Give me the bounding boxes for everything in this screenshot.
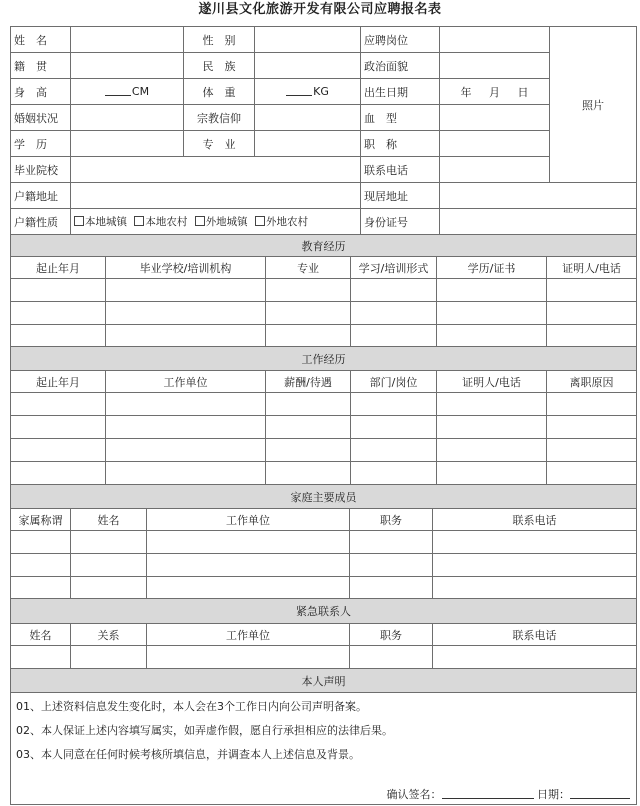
column-header: 工作单位 [147, 624, 350, 646]
table-cell[interactable] [71, 531, 147, 554]
table-cell[interactable] [351, 325, 437, 347]
id-number-label: 身份证号 [361, 209, 440, 235]
major-field[interactable] [255, 131, 361, 157]
blood-type-label: 血 型 [361, 105, 440, 131]
emergency-table [10, 598, 637, 669]
table-row [11, 325, 637, 347]
table-row [11, 279, 637, 302]
table-cell[interactable] [437, 439, 547, 462]
current-address-label: 现居地址 [361, 183, 440, 209]
table-row [11, 531, 637, 554]
table-row [11, 439, 637, 462]
column-header: 专业 [266, 257, 351, 279]
table-cell[interactable] [147, 531, 350, 554]
name-label: 姓 名 [11, 27, 71, 53]
weight-label: 体 重 [184, 79, 255, 105]
table-cell[interactable] [351, 302, 437, 325]
declaration-body [11, 693, 637, 805]
hukou-option-nonlocal-urban[interactable]: 外地城镇 [195, 216, 248, 228]
table-cell[interactable] [351, 439, 437, 462]
family-table [10, 484, 637, 599]
marital-status-label: 婚姻状况 [11, 105, 71, 131]
column-header: 工作单位 [147, 509, 350, 531]
column-header: 家属称谓 [11, 509, 71, 531]
column-header: 学习/培训形式 [351, 257, 437, 279]
height-unit: CM [131, 85, 150, 98]
weight-field[interactable] [255, 79, 361, 105]
declaration-line-1: 01、上述资料信息发生变化时，本人会在3个工作日内向公司声明备案。 [16, 700, 367, 713]
blood-type-field[interactable] [440, 105, 550, 131]
work-heading: 工作经历 [11, 347, 637, 371]
table-cell[interactable] [433, 554, 637, 577]
table-cell[interactable] [11, 325, 106, 347]
column-header: 离职原因 [547, 371, 637, 393]
column-header: 证明人/电话 [437, 371, 547, 393]
religion-field[interactable] [255, 105, 361, 131]
table-row [11, 462, 637, 485]
table-cell[interactable] [350, 577, 433, 599]
table-cell[interactable] [11, 462, 106, 485]
table-cell[interactable] [106, 279, 266, 302]
height-label: 身 高 [11, 79, 71, 105]
ethnicity-field[interactable] [255, 53, 361, 79]
table-cell[interactable] [266, 439, 351, 462]
table-cell[interactable] [547, 279, 637, 302]
gender-field[interactable] [255, 27, 361, 53]
table-row [11, 302, 637, 325]
table-cell[interactable] [106, 439, 266, 462]
table-cell[interactable] [547, 393, 637, 416]
education-level-field[interactable] [71, 131, 184, 157]
table-cell[interactable] [11, 279, 106, 302]
table-cell[interactable] [266, 325, 351, 347]
table-row [11, 646, 637, 669]
table-cell[interactable] [433, 577, 637, 599]
table-cell[interactable] [106, 393, 266, 416]
hukou-address-field[interactable] [71, 183, 361, 209]
table-cell[interactable] [350, 646, 433, 669]
table-cell[interactable] [351, 279, 437, 302]
weight-blank[interactable] [286, 85, 312, 96]
table-cell[interactable] [266, 462, 351, 485]
phone-label: 联系电话 [361, 157, 440, 183]
column-header: 工作单位 [106, 371, 266, 393]
date-label: 日期： [537, 788, 570, 801]
table-cell[interactable] [11, 393, 106, 416]
hukou-type-label: 户籍性质 [11, 209, 71, 235]
hukou-type-options [71, 209, 361, 235]
table-cell[interactable] [106, 462, 266, 485]
declaration-table [10, 668, 637, 805]
gender-label: 性 别 [184, 27, 255, 53]
table-cell[interactable] [437, 302, 547, 325]
table-cell[interactable] [11, 646, 71, 669]
table-row [11, 416, 637, 439]
signature-label: 确认签名： [386, 788, 442, 801]
position-field[interactable] [440, 27, 550, 53]
table-cell[interactable] [147, 646, 350, 669]
table-cell[interactable] [266, 302, 351, 325]
political-status-field[interactable] [440, 53, 550, 79]
column-header: 姓名 [11, 624, 71, 646]
basic-info-table [10, 26, 637, 235]
education-heading: 教育经历 [11, 235, 637, 257]
year-label: 年 [460, 85, 472, 99]
hukou-option-nonlocal-rural[interactable]: 外地农村 [255, 216, 308, 228]
table-cell[interactable] [11, 439, 106, 462]
birth-date-field[interactable] [440, 79, 550, 105]
table-cell[interactable] [437, 462, 547, 485]
column-header: 部门/岗位 [351, 371, 437, 393]
height-field[interactable] [71, 79, 184, 105]
declaration-heading: 本人声明 [11, 669, 637, 693]
table-cell[interactable] [266, 416, 351, 439]
table-cell[interactable] [547, 416, 637, 439]
table-cell[interactable] [266, 393, 351, 416]
column-header: 证明人/电话 [547, 257, 637, 279]
column-header: 职务 [350, 624, 433, 646]
work-table [10, 346, 637, 485]
table-cell[interactable] [266, 279, 351, 302]
table-cell[interactable] [437, 279, 547, 302]
checkbox-icon[interactable] [74, 216, 84, 226]
table-cell[interactable] [350, 531, 433, 554]
marital-status-field[interactable] [71, 105, 184, 131]
table-cell[interactable] [547, 302, 637, 325]
table-cell[interactable] [433, 531, 637, 554]
table-cell[interactable] [11, 554, 71, 577]
phone-field[interactable] [440, 157, 550, 183]
table-cell[interactable] [71, 554, 147, 577]
hukou-option-local-urban[interactable]: 本地城镇 [74, 216, 127, 228]
column-header: 薪酬/待遇 [266, 371, 351, 393]
name-field[interactable] [71, 27, 184, 53]
table-cell[interactable] [147, 577, 350, 599]
table-cell[interactable] [106, 325, 266, 347]
education-table [10, 234, 637, 347]
table-cell[interactable] [147, 554, 350, 577]
form-title: 遂川县文化旅游开发有限公司应聘报名表 [198, 2, 442, 17]
checkbox-icon[interactable] [255, 216, 265, 226]
column-header: 学历/证书 [437, 257, 547, 279]
photo-label: 照片 [582, 98, 604, 112]
weight-unit: KG [313, 85, 329, 98]
table-cell[interactable] [11, 416, 106, 439]
table-cell[interactable] [11, 531, 71, 554]
checkbox-icon[interactable] [134, 216, 144, 226]
school-label: 毕业院校 [11, 157, 71, 183]
column-header: 职务 [350, 509, 433, 531]
emergency-heading: 紧急联系人 [11, 599, 637, 624]
table-cell[interactable] [71, 646, 147, 669]
political-status-label: 政治面貌 [361, 53, 440, 79]
table-cell[interactable] [351, 462, 437, 485]
photo-box[interactable] [550, 27, 637, 183]
table-cell[interactable] [437, 393, 547, 416]
column-header: 毕业学校/培训机构 [106, 257, 266, 279]
professional-title-label: 职 称 [361, 131, 440, 157]
table-cell[interactable] [547, 325, 637, 347]
table-row [11, 554, 637, 577]
education-level-label: 学 历 [11, 131, 71, 157]
id-number-field[interactable] [440, 209, 637, 235]
table-cell[interactable] [437, 325, 547, 347]
signature-area [387, 786, 631, 802]
religion-label: 宗教信仰 [184, 105, 255, 131]
family-heading: 家庭主要成员 [11, 485, 637, 509]
birth-date-label: 出生日期 [361, 79, 440, 105]
table-cell[interactable] [433, 646, 637, 669]
day-label: 日 [517, 85, 529, 99]
school-field[interactable] [71, 157, 361, 183]
date-field[interactable] [570, 788, 630, 799]
height-blank[interactable] [105, 85, 131, 96]
hukou-option-local-rural[interactable]: 本地农村 [134, 216, 187, 228]
ethnicity-label: 民 族 [184, 53, 255, 79]
table-cell[interactable] [351, 393, 437, 416]
position-label: 应聘岗位 [361, 27, 440, 53]
native-place-field[interactable] [71, 53, 184, 79]
column-header: 联系电话 [433, 624, 637, 646]
column-header: 姓名 [71, 509, 147, 531]
checkbox-icon[interactable] [195, 216, 205, 226]
table-cell[interactable] [71, 577, 147, 599]
table-cell[interactable] [351, 416, 437, 439]
table-row [11, 577, 637, 599]
table-cell[interactable] [350, 554, 433, 577]
column-header: 联系电话 [433, 509, 637, 531]
table-cell[interactable] [437, 416, 547, 439]
table-cell[interactable] [11, 577, 71, 599]
native-place-label: 籍 贯 [11, 53, 71, 79]
column-header: 起止年月 [11, 257, 106, 279]
hukou-address-label: 户籍地址 [11, 183, 71, 209]
signature-field[interactable] [442, 788, 534, 799]
column-header: 起止年月 [11, 371, 106, 393]
table-cell[interactable] [547, 462, 637, 485]
professional-title-field[interactable] [440, 131, 550, 157]
declaration-line-3: 03、本人同意在任何时候考核所填信息，并调查本人上述信息及背景。 [16, 748, 360, 761]
table-cell[interactable] [106, 302, 266, 325]
declaration-line-2: 02、本人保证上述内容填写属实，如弄虚作假，愿自行承担相应的法律后果。 [16, 724, 393, 737]
table-cell[interactable] [106, 416, 266, 439]
major-label: 专 业 [184, 131, 255, 157]
table-cell[interactable] [11, 302, 106, 325]
column-header: 关系 [71, 624, 147, 646]
current-address-field[interactable] [440, 183, 637, 209]
table-row [11, 393, 637, 416]
month-label: 月 [489, 85, 500, 99]
table-cell[interactable] [547, 439, 637, 462]
